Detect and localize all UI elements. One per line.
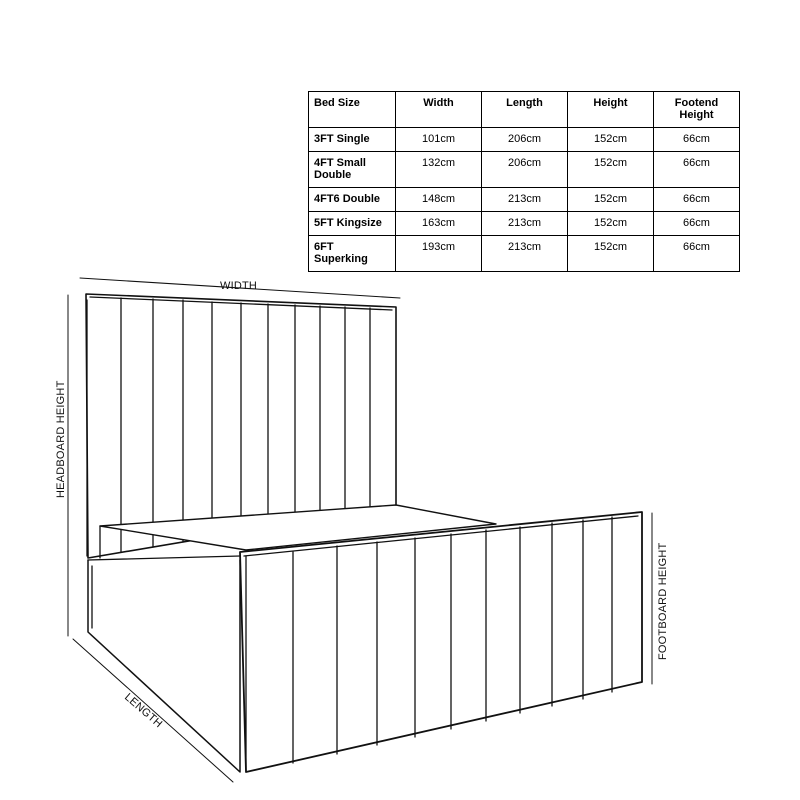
footboard <box>240 512 642 772</box>
cell-length: 213cm <box>482 188 568 212</box>
cell-height: 152cm <box>568 152 654 188</box>
cell-bed-size: 4FT6 Double <box>309 188 396 212</box>
table-row <box>309 128 740 152</box>
cell-width: 148cm <box>396 188 482 212</box>
cell-height: 152cm <box>568 188 654 212</box>
cell-footend-height: 66cm <box>654 188 740 212</box>
bed-size-table <box>308 91 740 272</box>
cell-width: 101cm <box>396 128 482 152</box>
table-row <box>309 236 740 272</box>
table-row <box>309 188 740 212</box>
headboard-height-label: HEADBOARD HEIGHT <box>55 380 67 498</box>
header-width: Width <box>396 92 482 128</box>
cell-bed-size: 5FT Kingsize <box>309 212 396 236</box>
header-height: Height <box>568 92 654 128</box>
cell-bed-size: 3FT Single <box>309 128 396 152</box>
cell-length: 213cm <box>482 236 568 272</box>
cell-footend-height: 66cm <box>654 212 740 236</box>
cell-width: 193cm <box>396 236 482 272</box>
cell-height: 152cm <box>568 128 654 152</box>
header-footend-height: Footend Height <box>654 92 740 128</box>
table-row <box>309 212 740 236</box>
cell-width: 132cm <box>396 152 482 188</box>
width-label: WIDTH <box>220 280 258 292</box>
length-label: LENGTH <box>122 691 165 731</box>
cell-length: 206cm <box>482 152 568 188</box>
cell-height: 152cm <box>568 236 654 272</box>
cell-width: 163cm <box>396 212 482 236</box>
table-header-row <box>309 92 740 128</box>
cell-bed-size: 4FT Small Double <box>309 152 396 188</box>
cell-height: 152cm <box>568 212 654 236</box>
footboard-height-label: FOOTBOARD HEIGHT <box>657 542 669 660</box>
cell-footend-height: 66cm <box>654 128 740 152</box>
bed-base <box>88 556 240 772</box>
cell-footend-height: 66cm <box>654 236 740 272</box>
cell-length: 213cm <box>482 212 568 236</box>
table-row <box>309 152 740 188</box>
cell-length: 206cm <box>482 128 568 152</box>
header-bed-size: Bed Size <box>309 92 396 128</box>
cell-bed-size: 6FT Superking <box>309 236 396 272</box>
header-length: Length <box>482 92 568 128</box>
cell-footend-height: 66cm <box>654 152 740 188</box>
